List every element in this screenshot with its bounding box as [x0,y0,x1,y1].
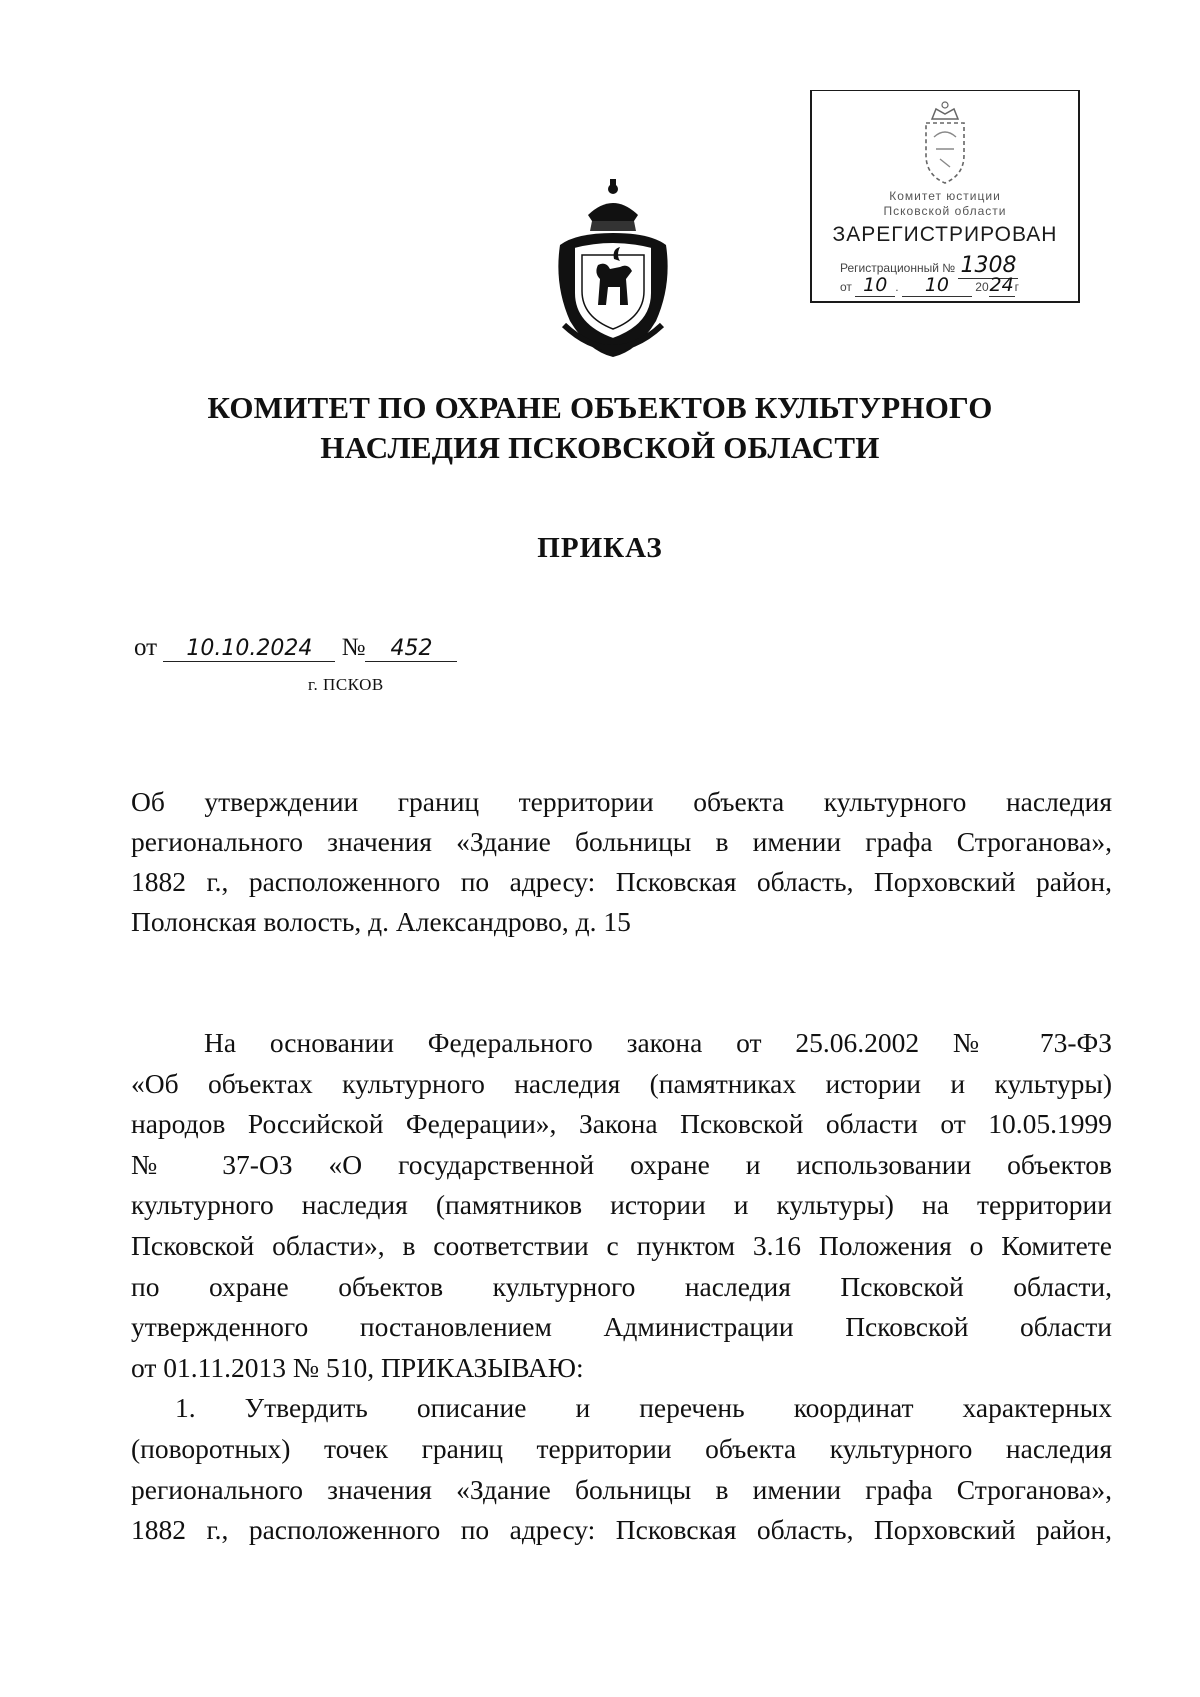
stamp-year-suffix: 24 [989,274,1014,296]
organization-name-line2: НАСЛЕДИЯ ПСКОВСКОЙ ОБЛАСТИ [320,430,880,465]
document-type-title: ПРИКАЗ [537,532,663,564]
stamp-date-prefix: от [840,280,852,294]
body-line: утвержденного постановлением Администрации Псковской области [131,1311,1112,1343]
stamp-year-unit: г [1014,280,1020,294]
stamp-date-line: от 10 . 10 2024г [840,274,1020,296]
body-line: по охране объектов культурного наследия Псковской области, [131,1270,1112,1302]
body-line: (поворотных) точек границ территории объекта культурного наследия [131,1432,1112,1464]
body-line: регионального значения «Здание больницы в имении графа Строганова», [131,1473,1112,1505]
order-number-label: № [341,634,366,661]
body-line: № 37-ОЗ «О государственной охране и использовании объектов [131,1148,1112,1180]
body-line: На основании Федерального закона от 25.06.2002 № 73-ФЗ [204,1027,1112,1058]
subject-line: 1882 г., расположенного по адресу: Псковская область, Порховский район, [131,866,1112,897]
order-body [131,1023,1112,1551]
body-line: 1882 г., расположенного по адресу: Псковская область, Порховский район, [131,1514,1112,1546]
stamp-date-month: 10 [902,274,972,297]
subject-line: Об утверждении границ территории объекта культурного наследия [131,786,1112,817]
stamp-status: ЗАРЕГИСТРИРОВАН [832,223,1058,246]
stamp-date-day: 10 [855,274,895,297]
body-line: «Об объектах культурного наследия (памятниках истории и культуры) [131,1067,1112,1099]
order-subject [131,782,1112,942]
subject-line: Полонская волость, д. Александрово, д. 15 [131,906,631,937]
stamp-committee-line: Комитет юстиции [889,189,1001,203]
order-date-value: 10.10.2024 [163,636,335,662]
stamp-reg-label: Регистрационный № [840,261,956,275]
stamp-committee-line: Псковской области [883,204,1007,218]
order-date-label: от [134,634,158,661]
organization-name-line1: КОМИТЕТ ПО ОХРАНЕ ОБЪЕКТОВ КУЛЬТУРНОГО [207,390,993,425]
body-line: культурного наследия (памятников истории и культуры) на территории [131,1189,1112,1221]
order-city: г. ПСКОВ [308,675,384,694]
order-number-value: 452 [365,636,457,662]
stamp-committee-name [812,189,1078,219]
stamp-year-prefix: 20 [975,280,989,294]
registration-stamp [810,90,1080,303]
body-line: Псковской области», в соответствии с пунктом 3.16 Положения о Комитете [131,1229,1112,1261]
body-line: от 01.11.2013 № 510, ПРИКАЗЫВАЮ: [131,1351,584,1383]
body-line: народов Российской Федерации», Закона Псковской области от 10.05.1999 [131,1108,1112,1140]
order-date-number-line [134,634,457,662]
stamp-emblem-icon [912,97,978,189]
subject-line: регионального значения «Здание больницы в имении графа Строганова», [131,826,1112,857]
coat-of-arms-icon [554,175,672,359]
body-line: 1. Утвердить описание и перечень координат характерных [175,1392,1112,1424]
stamp-reg-number: 1308 [960,253,1017,278]
